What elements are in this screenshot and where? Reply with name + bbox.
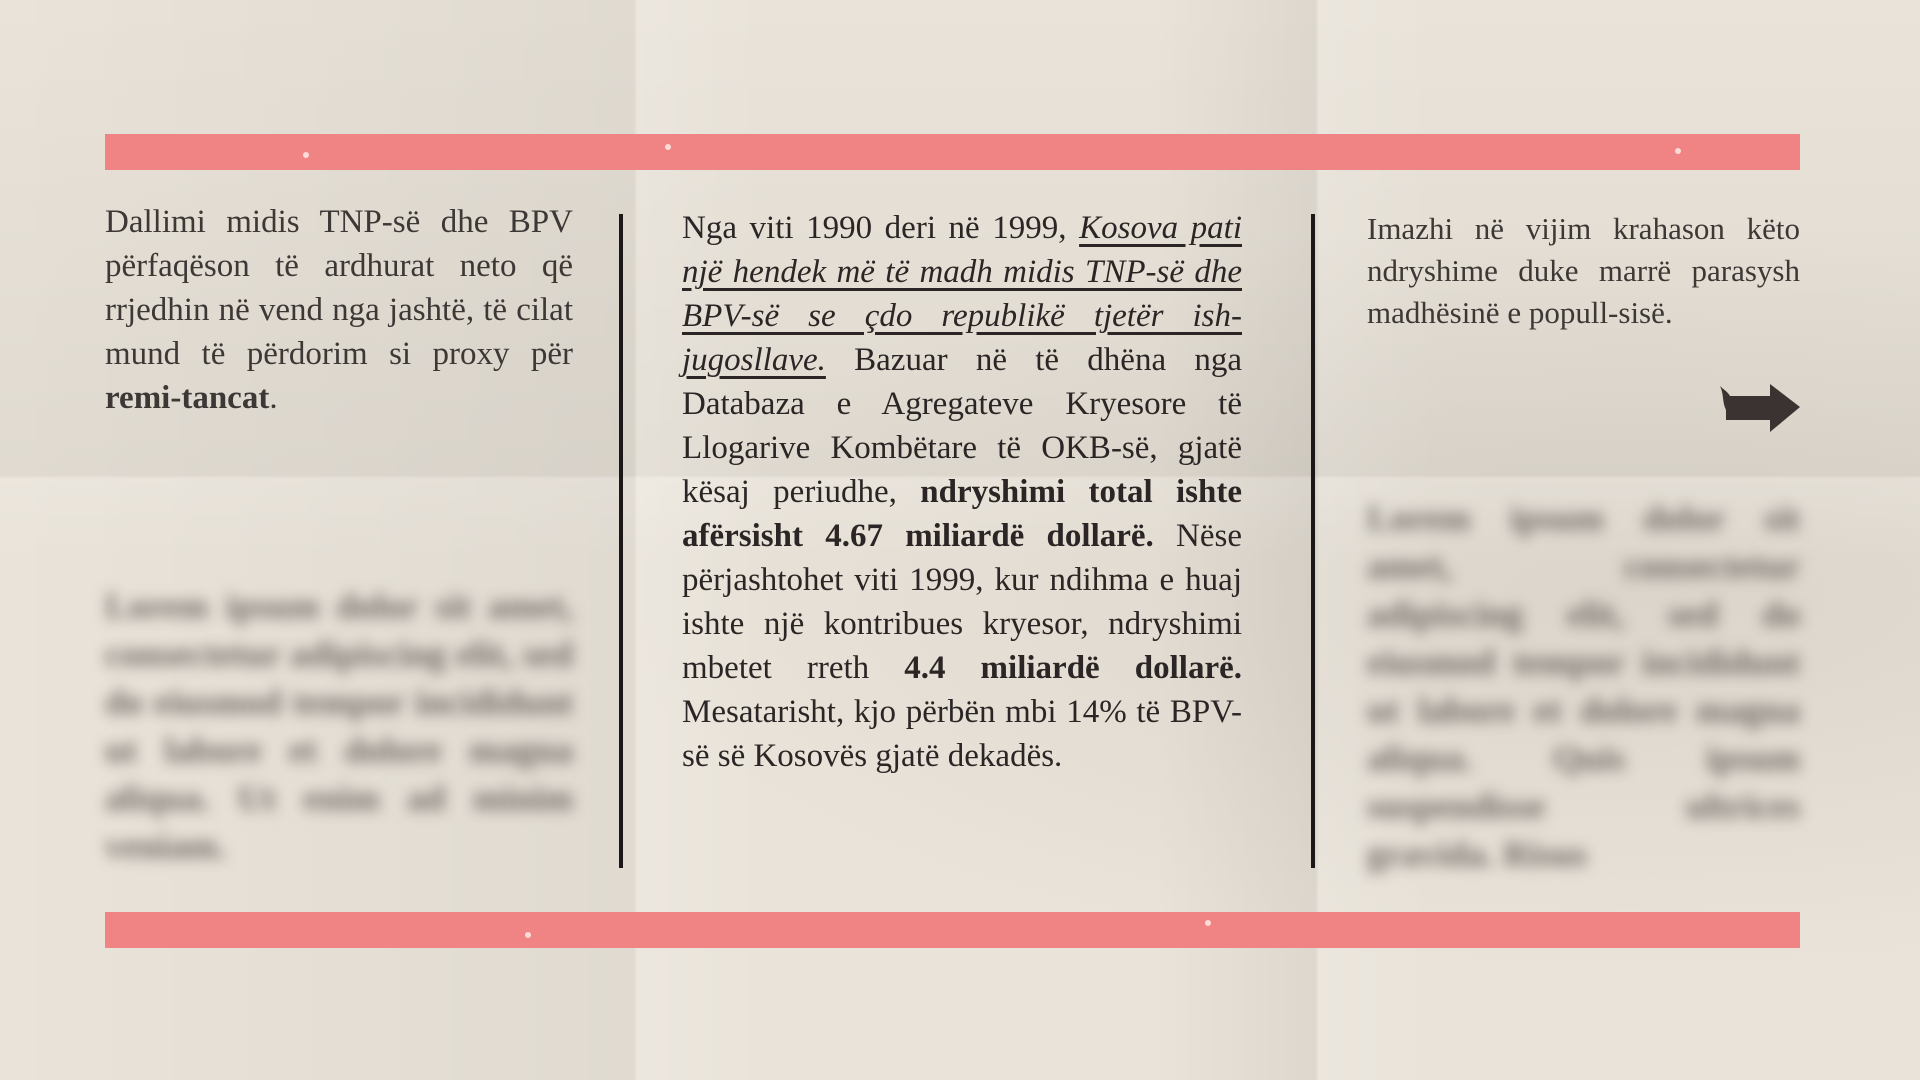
blurred-placeholder-left: Lorem ipsum dolor sit amet, consectetur adipiscing elit, sed do eiusmod tempor incididunt ut labore et dolore magna aliqua. Ut enim ad minim veniam.	[105, 586, 573, 866]
left-column-text	[105, 200, 573, 420]
left-text-bold: remi-tancat	[105, 380, 270, 416]
middle-column-text	[682, 206, 1242, 778]
paper-speck	[665, 144, 671, 150]
mid-text-italic-underlined: Kosova pati një hendek më të madh midis TNP-së dhe BPV-së se çdo republikë tjetër ish-jugosllave.	[682, 210, 1242, 378]
left-text-plain: Dallimi midis TNP-së dhe BPV përfaqëson të ardhurat neto që rrjedhin në vend nga jashtë, të cilat mund të përdorim si proxy për	[105, 204, 573, 372]
mid-text-bold-1: ndryshimi total ishte afërsisht 4.67 miliardë dollarë.	[682, 474, 1242, 554]
arrow-right-icon	[1718, 380, 1802, 434]
mid-text-2: Nëse përjashtohet viti 1999, kur ndihma e huaj ishte një kontribues kryesor, ndryshimi mbetet rreth	[682, 518, 1242, 686]
mid-text-bold-2: 4.4 miliardë dollarë.	[904, 650, 1242, 686]
mid-text-3: Mesatarisht, kjo përbën mbi 14% të BPV-së së Kosovës gjatë dekadës.	[682, 694, 1242, 774]
paper-speck	[525, 932, 531, 938]
paper-speck	[1205, 920, 1211, 926]
left-text-end: .	[269, 380, 278, 416]
paper-speck	[303, 152, 309, 158]
blurred-placeholder-right: Lorem ipsum dolor sit amet, consectetur adipiscing elit, sed do eiusmod tempor incididunt ut labore et dolore magna aliqua. Quis ipsum suspendisse ultrices gravida. Risus	[1367, 498, 1800, 874]
mid-text-1: Bazuar në të dhëna nga Databaza e Agregateve Kryesore të Llogarive Kombëtare të OKB-së, gjatë kësaj periudhe,	[682, 342, 1242, 510]
bottom-accent-bar	[105, 912, 1800, 948]
column-divider-left	[619, 214, 623, 868]
column-divider-right	[1311, 214, 1315, 868]
mid-text-intro: Nga viti 1990 deri në 1999,	[682, 210, 1080, 246]
top-accent-bar	[105, 134, 1800, 170]
right-column-text: Imazhi në vijim krahason këto ndryshime duke marrë parasysh madhësinë e popull-sisë.	[1367, 211, 1800, 330]
paper-speck	[1675, 148, 1681, 154]
